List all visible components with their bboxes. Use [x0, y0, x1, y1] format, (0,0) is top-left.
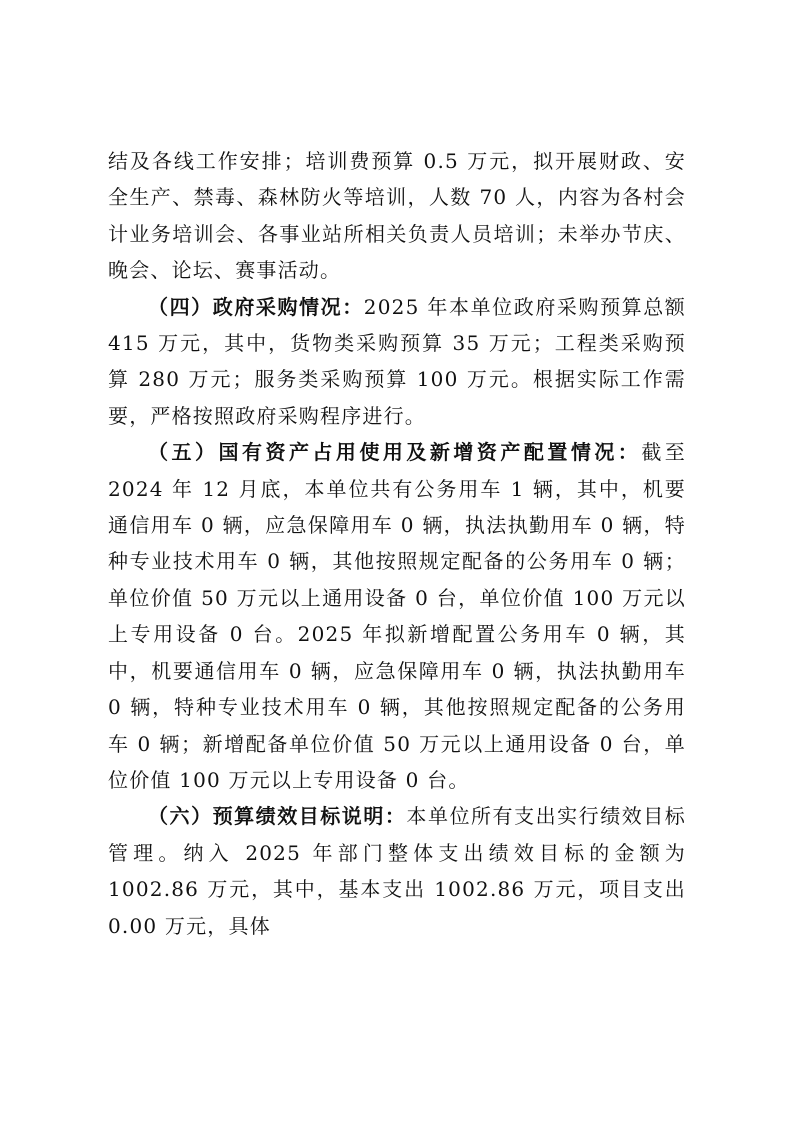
section-heading-assets: （五）国有资产占用使用及新增资产配置情况：: [148, 440, 642, 465]
assets-body: 截至 2024 年 12 月底，本单位共有公务用车 1 辆，其中，机要通信用车 0 辆，应急保障用车 0 辆，执法执勤用车 0 辆，特种专业技术用车 0 辆，其他按照规定配备的公务用车 0 辆；单位价值 50 万元以上通用设备 0 台，单位价值 100 万元以上专用设备 0 台。2025 年拟新增配置公务用车 0 辆，其中，机要通信用车 0 辆，应急保障用车 0 辆，执法执勤用车 0 辆，特种专业技术用车 0 辆，其他按照规定配备的公务用车 0 辆；新增配备单位价值 50 万元以上通用设备 0 台，单位价值 100 万元以上专用设备 0 台。: [108, 440, 687, 792]
paragraph-state-assets: [108, 434, 686, 798]
paragraph-performance-targets: [108, 798, 686, 944]
section-heading-performance: （六）预算绩效目标说明：: [148, 804, 407, 829]
procurement-body: 2025 年本单位政府采购预算总额 415 万元，其中，货物类采购预算 35 万元；工程类采购预算 280 万元；服务类采购预算 100 万元。根据实际工作需要，严格按照政府采购程序进行。: [108, 294, 687, 428]
performance-body: 本单位所有支出实行绩效目标管理。纳入 2025 年部门整体支出绩效目标的金额为 1002.86 万元，其中，基本支出 1002.86 万元，项目支出 0.00 万元，具体: [108, 804, 686, 938]
section-heading-procurement: （四）政府采购情况：: [148, 294, 364, 319]
paragraph-government-procurement: [108, 289, 686, 435]
paragraph-training-continued: 结及各线工作安排；培训费预算 0.5 万元，拟开展财政、安全生产、禁毒、森林防火等培训，人数 70 人，内容为各村会计业务培训会、各事业站所相关负责人员培训；未举办节庆、晚会、论坛、赛事活动。: [108, 149, 686, 283]
document-page: [108, 143, 686, 944]
